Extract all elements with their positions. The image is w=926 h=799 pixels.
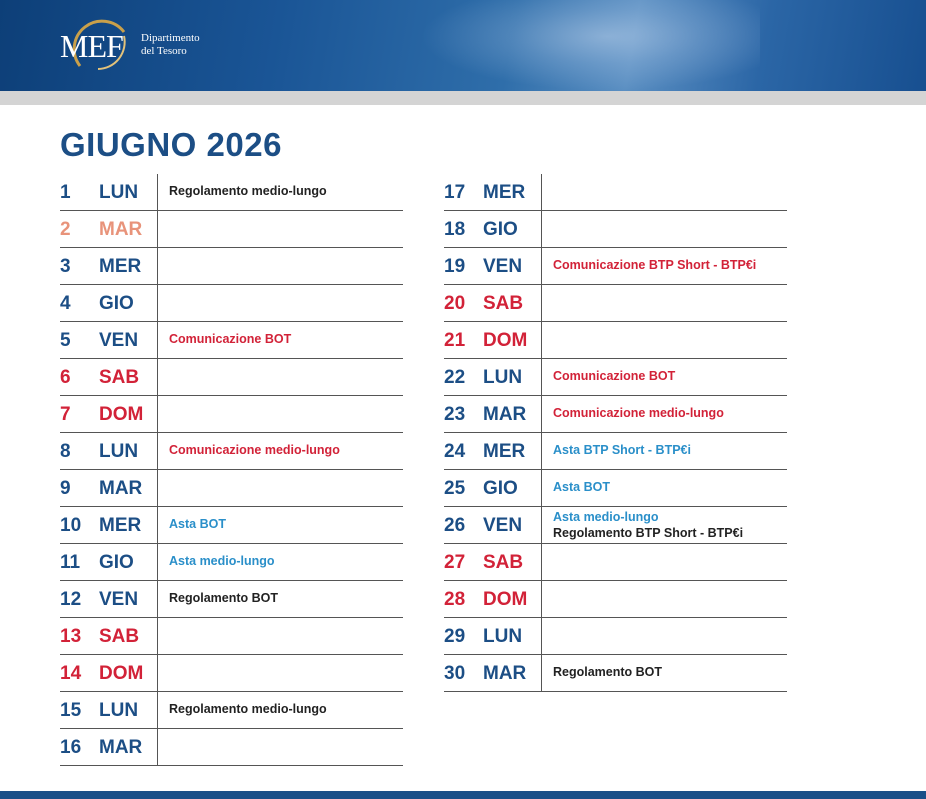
event-text: Comunicazione BOT — [169, 332, 292, 346]
event-text: Comunicazione BTP Short - BTP€i — [553, 258, 757, 272]
weekday-name: SAB — [99, 626, 140, 647]
day-number: 25 — [444, 478, 466, 499]
weekday-name: GIO — [99, 293, 134, 314]
event-cell — [553, 406, 785, 420]
header-sky-decoration — [420, 0, 760, 91]
day-number: 28 — [444, 589, 466, 610]
event-text: Regolamento BTP Short - BTP€i — [553, 526, 744, 540]
calendar-row — [60, 285, 403, 322]
weekday-name: MAR — [99, 478, 143, 499]
row-divider — [157, 729, 158, 766]
weekday-name: VEN — [99, 589, 139, 610]
calendar-row — [60, 655, 403, 692]
weekday-name: MAR — [483, 404, 527, 425]
weekday-name: MER — [99, 515, 142, 536]
calendar-row — [444, 470, 787, 507]
row-divider — [157, 581, 158, 618]
day-number: 30 — [444, 663, 466, 684]
row-divider — [157, 470, 158, 507]
calendar-row — [444, 174, 787, 211]
row-divider — [541, 322, 542, 359]
day-number: 11 — [60, 552, 81, 573]
day-number: 17 — [444, 182, 466, 203]
row-divider — [541, 581, 542, 618]
calendar-row — [60, 544, 403, 581]
row-divider — [541, 433, 542, 470]
calendar-row — [444, 507, 787, 544]
weekday-name: VEN — [483, 515, 523, 536]
weekday-name: LUN — [99, 182, 139, 203]
calendar-row — [444, 211, 787, 248]
calendar-row — [444, 544, 787, 581]
weekday-name: GIO — [99, 552, 134, 573]
weekday-name: MAR — [99, 219, 143, 240]
weekday-name: LUN — [99, 441, 139, 462]
row-divider — [157, 618, 158, 655]
calendar-row — [444, 248, 787, 285]
day-number: 2 — [60, 219, 71, 240]
day-number: 16 — [60, 737, 82, 758]
event-cell — [553, 443, 785, 457]
weekday-name: LUN — [483, 367, 523, 388]
event-cell — [553, 258, 785, 272]
row-divider — [157, 248, 158, 285]
weekday-name: MER — [99, 256, 142, 277]
event-text: Comunicazione BOT — [553, 369, 676, 383]
row-divider — [157, 544, 158, 581]
event-text: Regolamento medio-lungo — [169, 184, 327, 198]
day-number: 19 — [444, 256, 466, 277]
weekday-name: MAR — [99, 737, 143, 758]
day-number: 13 — [60, 626, 82, 647]
event-cell — [169, 702, 401, 716]
day-number: 8 — [60, 441, 71, 462]
day-number: 20 — [444, 293, 466, 314]
calendar-row — [60, 211, 403, 248]
event-text: Regolamento BOT — [553, 665, 663, 679]
header-grey-strip — [0, 91, 926, 105]
day-number: 24 — [444, 441, 466, 462]
logo-mef-text: MEF — [60, 28, 123, 64]
day-number: 1 — [60, 182, 71, 203]
row-divider — [541, 359, 542, 396]
weekday-name: DOM — [483, 330, 528, 351]
calendar-column-left — [60, 174, 403, 766]
row-divider — [541, 211, 542, 248]
row-divider — [541, 544, 542, 581]
day-number: 23 — [444, 404, 466, 425]
row-divider — [541, 618, 542, 655]
calendar-row — [60, 470, 403, 507]
event-cell — [553, 665, 785, 679]
row-divider — [541, 248, 542, 285]
footer-bar — [0, 791, 926, 799]
row-divider — [541, 470, 542, 507]
calendar-row — [444, 396, 787, 433]
row-divider — [157, 433, 158, 470]
event-cell — [169, 517, 401, 531]
header-banner — [0, 0, 926, 91]
weekday-name: MER — [483, 441, 526, 462]
calendar-row — [60, 322, 403, 359]
calendar-row — [60, 433, 403, 470]
calendar-row — [444, 618, 787, 655]
calendar-row — [60, 729, 403, 766]
calendar-column-right — [444, 174, 787, 692]
weekday-name: MER — [483, 182, 526, 203]
day-number: 27 — [444, 552, 466, 573]
weekday-name: LUN — [483, 626, 523, 647]
event-text: Asta medio-lungo — [553, 510, 659, 524]
event-cell — [553, 480, 785, 494]
row-divider — [157, 692, 158, 729]
event-text: Comunicazione medio-lungo — [169, 443, 340, 457]
dept-line-2: del Tesoro — [141, 45, 187, 57]
event-cell — [553, 509, 785, 541]
day-number: 6 — [60, 367, 71, 388]
event-cell — [169, 554, 401, 568]
weekday-name: DOM — [483, 589, 528, 610]
day-number: 26 — [444, 515, 466, 536]
calendar-row — [60, 359, 403, 396]
calendar-row — [60, 248, 403, 285]
calendar-row — [444, 322, 787, 359]
day-number: 15 — [60, 700, 82, 721]
dept-line-1: Dipartimento — [141, 32, 200, 44]
day-number: 10 — [60, 515, 82, 536]
row-divider — [157, 211, 158, 248]
day-number: 29 — [444, 626, 466, 647]
weekday-name: LUN — [99, 700, 139, 721]
day-number: 9 — [60, 478, 71, 499]
mef-logo — [50, 12, 280, 74]
calendar-row — [444, 359, 787, 396]
row-divider — [541, 174, 542, 211]
day-number: 22 — [444, 367, 466, 388]
calendar-row — [444, 581, 787, 618]
day-number: 21 — [444, 330, 466, 351]
calendar-row — [60, 396, 403, 433]
event-text: Regolamento medio-lungo — [169, 702, 327, 716]
weekday-name: SAB — [99, 367, 140, 388]
calendar-row — [60, 618, 403, 655]
logo-department-text — [141, 32, 200, 58]
row-divider — [157, 655, 158, 692]
calendar-row — [60, 692, 403, 729]
weekday-name: VEN — [99, 330, 139, 351]
event-text: Asta BTP Short - BTP€i — [553, 443, 691, 457]
row-divider — [541, 507, 542, 544]
row-divider — [157, 174, 158, 211]
weekday-name: GIO — [483, 219, 518, 240]
row-divider — [157, 322, 158, 359]
row-divider — [157, 507, 158, 544]
event-cell — [169, 591, 401, 605]
weekday-name: SAB — [483, 552, 524, 573]
row-divider — [541, 396, 542, 433]
event-cell — [169, 184, 401, 198]
event-text: Regolamento BOT — [169, 591, 279, 605]
event-cell — [169, 443, 401, 457]
event-cell — [169, 332, 401, 346]
weekday-name: SAB — [483, 293, 524, 314]
day-number: 5 — [60, 330, 71, 351]
row-divider — [157, 359, 158, 396]
day-number: 4 — [60, 293, 71, 314]
weekday-name: MAR — [483, 663, 527, 684]
row-divider — [541, 285, 542, 322]
weekday-name: DOM — [99, 663, 144, 684]
event-text: Asta medio-lungo — [169, 554, 275, 568]
calendar-row — [60, 581, 403, 618]
weekday-name: VEN — [483, 256, 523, 277]
weekday-name: DOM — [99, 404, 144, 425]
calendar-row — [444, 285, 787, 322]
event-text: Asta BOT — [553, 480, 610, 494]
event-text: Comunicazione medio-lungo — [553, 406, 724, 420]
day-number: 12 — [60, 589, 82, 610]
page-title: GIUGNO 2026 — [60, 126, 282, 163]
event-text: Asta BOT — [169, 517, 226, 531]
day-number: 3 — [60, 256, 71, 277]
calendar-row — [60, 507, 403, 544]
weekday-name: GIO — [483, 478, 518, 499]
row-divider — [541, 655, 542, 692]
day-number: 18 — [444, 219, 466, 240]
calendar-row — [444, 433, 787, 470]
calendar-row — [444, 655, 787, 692]
event-cell — [553, 369, 785, 383]
calendar-row — [60, 174, 403, 211]
row-divider — [157, 285, 158, 322]
row-divider — [157, 396, 158, 433]
day-number: 7 — [60, 404, 71, 425]
day-number: 14 — [60, 663, 82, 684]
